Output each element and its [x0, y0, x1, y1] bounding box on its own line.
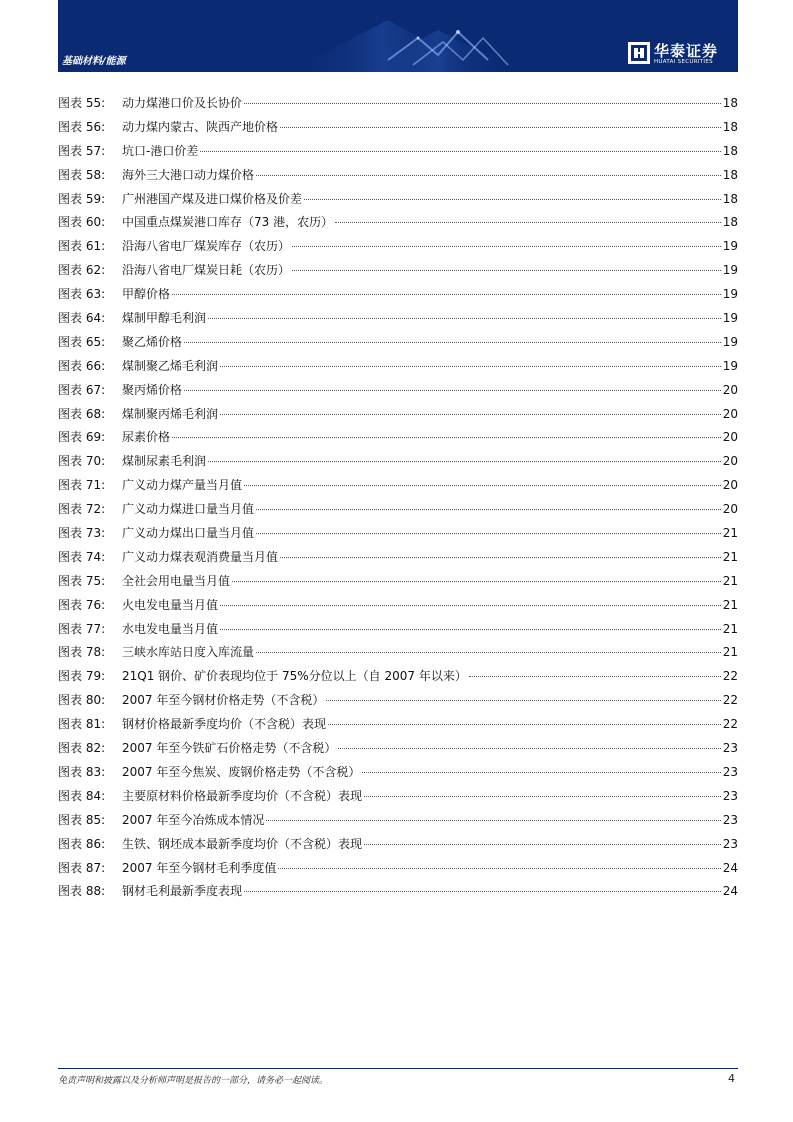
toc-entry-number: 图表 78:	[58, 645, 106, 660]
toc-entry-page: 19	[722, 334, 738, 349]
brand-name-en: HUATAI SECURITIES	[654, 59, 713, 65]
toc-leader-dots	[256, 175, 721, 176]
toc-entry-number: 图表 59:	[58, 191, 106, 206]
toc-entry-title: 广义动力煤产量当月值	[122, 478, 243, 493]
toc-entry-page: 20	[722, 430, 738, 445]
toc-entry-number: 图表 60:	[58, 215, 106, 230]
toc-entry-page: 20	[722, 454, 738, 469]
toc-leader-dots	[292, 270, 721, 271]
toc-entry[interactable]	[58, 689, 738, 713]
toc-entry-number: 图表 76:	[58, 597, 106, 612]
toc-entry-number: 图表 72:	[58, 502, 106, 517]
toc-entry[interactable]	[58, 379, 738, 403]
toc-entry-page: 22	[722, 693, 738, 708]
toc-leader-dots	[172, 294, 721, 295]
toc-entry-number: 图表 75:	[58, 573, 106, 588]
toc-leader-dots	[304, 199, 721, 200]
toc-entry-title: 坑口-港口价差	[122, 143, 199, 158]
toc-entry[interactable]	[58, 403, 738, 427]
toc-entry[interactable]	[58, 665, 738, 689]
footer-divider	[58, 1068, 738, 1069]
toc-entry[interactable]	[58, 259, 738, 283]
toc-entry-title: 沿海八省电厂煤炭日耗（农历）	[122, 263, 291, 278]
toc-entry-number: 图表 82:	[58, 741, 106, 756]
toc-entry-page: 19	[722, 358, 738, 373]
toc-entry-title: 甲醇价格	[122, 287, 171, 302]
toc-entry[interactable]	[58, 450, 738, 474]
toc-entry-title: 动力煤港口价及长协价	[122, 96, 243, 110]
toc-leader-dots	[208, 318, 721, 319]
toc-entry-number: 图表 88:	[58, 884, 106, 899]
toc-leader-dots	[220, 414, 721, 415]
toc-entry-title: 钢材价格最新季度均价（不含税）表现	[122, 717, 327, 732]
toc-entry-title: 全社会用电量当月值	[122, 573, 231, 588]
toc-entry-title: 煤制尿素毛利润	[122, 454, 207, 469]
toc-entry[interactable]	[58, 737, 738, 761]
toc-entry-number: 图表 87:	[58, 860, 106, 875]
toc-entry[interactable]	[58, 283, 738, 307]
toc-entry[interactable]	[58, 116, 738, 140]
toc-entry[interactable]	[58, 426, 738, 450]
toc-entry-page: 18	[722, 96, 738, 110]
toc-entry-number: 图表 86:	[58, 836, 106, 851]
toc-entry-page: 19	[722, 263, 738, 278]
toc-entry[interactable]	[58, 785, 738, 809]
toc-entry-title: 2007 年至今冶炼成本情况	[122, 812, 265, 827]
toc-entry-number: 图表 63:	[58, 287, 106, 302]
toc-entry-title: 21Q1 钢价、矿价表现均位于 75%分位以上（自 2007 年以来）	[122, 669, 467, 684]
toc-entry-page: 21	[722, 573, 738, 588]
toc-entry-title: 广义动力煤进口量当月值	[122, 502, 255, 517]
toc-entry-number: 图表 67:	[58, 382, 106, 397]
toc-entry-page: 19	[722, 287, 738, 302]
toc-leader-dots	[335, 222, 721, 223]
toc-entry[interactable]	[58, 498, 738, 522]
toc-entry-page: 23	[722, 788, 738, 803]
toc-entry-page: 24	[722, 884, 738, 899]
toc-entry-title: 火电发电量当月值	[122, 597, 219, 612]
toc-entry-title: 水电发电量当月值	[122, 621, 219, 636]
toc-leader-dots	[208, 461, 721, 462]
toc-entry[interactable]	[58, 594, 738, 618]
toc-entry[interactable]	[58, 641, 738, 665]
toc-entry[interactable]	[58, 761, 738, 785]
toc-leader-dots	[184, 390, 721, 391]
toc-entry-number: 图表 65:	[58, 334, 106, 349]
toc-entry-title: 聚乙烯价格	[122, 334, 183, 349]
toc-entry-title: 中国重点煤炭港口库存（73 港，农历）	[122, 215, 334, 230]
toc-entry-title: 2007 年至今铁矿石价格走势（不含税）	[122, 741, 337, 756]
toc-entry-title: 钢材毛利最新季度表现	[122, 884, 243, 899]
toc-leader-dots	[364, 844, 721, 845]
toc-entry-page: 20	[722, 382, 738, 397]
toc-entry-number: 图表 57:	[58, 143, 106, 158]
toc-entry-title: 生铁、钢坯成本最新季度均价（不含税）表现	[122, 836, 363, 851]
toc-entry[interactable]	[58, 522, 738, 546]
toc-entry-title: 主要原材料价格最新季度均价（不含税）表现	[122, 788, 363, 803]
toc-entry-page: 18	[722, 191, 738, 206]
toc-leader-dots	[220, 366, 721, 367]
toc-entry[interactable]	[58, 618, 738, 642]
toc-entry-page: 23	[722, 741, 738, 756]
toc-entry[interactable]	[58, 211, 738, 235]
toc-leader-dots	[469, 676, 721, 677]
toc-entry[interactable]	[58, 833, 738, 857]
toc-entry-page: 19	[722, 239, 738, 254]
brand-name-cn: 华泰证券	[654, 42, 719, 60]
toc-leader-dots	[338, 748, 720, 749]
toc-entry-page: 21	[722, 597, 738, 612]
brand-logo-block	[628, 40, 732, 70]
toc-leader-dots	[292, 246, 721, 247]
toc-entry-page: 18	[722, 143, 738, 158]
toc-entry-page: 24	[722, 860, 738, 875]
toc-entry-number: 图表 74:	[58, 549, 106, 564]
toc-leader-dots	[326, 700, 720, 701]
toc-leader-dots	[172, 437, 721, 438]
toc-entry-page: 21	[722, 621, 738, 636]
toc-leader-dots	[364, 796, 721, 797]
toc-entry-title: 煤制聚乙烯毛利润	[122, 358, 219, 373]
toc-entry-page: 21	[722, 549, 738, 564]
toc-entry[interactable]	[58, 235, 738, 259]
toc-entry-title: 动力煤内蒙古、陕西产地价格	[122, 119, 279, 134]
toc-entry[interactable]	[58, 570, 738, 594]
toc-leader-dots	[266, 820, 720, 821]
toc-entry-number: 图表 56:	[58, 119, 106, 134]
toc-entry-page: 20	[722, 478, 738, 493]
toc-entry-number: 图表 68:	[58, 406, 106, 421]
toc-leader-dots	[244, 485, 721, 486]
toc-entry-title: 广义动力煤表观消费量当月值	[122, 549, 279, 564]
toc-entry-page: 21	[722, 526, 738, 541]
toc-leader-dots	[200, 151, 720, 152]
toc-entry[interactable]	[58, 474, 738, 498]
toc-entry-number: 图表 83:	[58, 764, 106, 779]
toc-entry-title: 聚丙烯价格	[122, 382, 183, 397]
toc-leader-dots	[328, 724, 721, 725]
toc-entry[interactable]	[58, 140, 738, 164]
toc-entry-title: 三峡水库站日度入库流量	[122, 645, 255, 660]
report-category: 基础材料/能源	[62, 56, 126, 67]
toc-entry-page: 22	[722, 717, 738, 732]
toc-entry-page: 23	[722, 836, 738, 851]
toc-leader-dots	[362, 772, 720, 773]
toc-leader-dots	[256, 652, 721, 653]
toc-entry-page: 18	[722, 167, 738, 182]
toc-entry[interactable]	[58, 355, 738, 379]
toc-entry-number: 图表 62:	[58, 263, 106, 278]
toc-entry-number: 图表 58:	[58, 167, 106, 182]
toc-leader-dots	[278, 868, 720, 869]
toc-entry[interactable]	[58, 307, 738, 331]
toc-entry-number: 图表 70:	[58, 454, 106, 469]
toc-entry-title: 2007 年至今钢材毛利季度值	[122, 860, 277, 875]
toc-entry[interactable]	[58, 880, 738, 904]
toc-entry-number: 图表 71:	[58, 478, 106, 493]
toc-entry-page: 23	[722, 812, 738, 827]
toc-entry-number: 图表 73:	[58, 526, 106, 541]
figure-index-list	[58, 92, 738, 904]
footer-disclaimer: 免责声明和披露以及分析师声明是报告的一部分，请务必一起阅读。	[58, 1076, 329, 1086]
huatai-logo-icon	[628, 42, 650, 64]
toc-entry[interactable]	[58, 331, 738, 355]
toc-entry-page: 19	[722, 311, 738, 326]
toc-entry[interactable]	[58, 92, 738, 116]
toc-entry-page: 20	[722, 502, 738, 517]
toc-entry[interactable]	[58, 164, 738, 188]
toc-entry-page: 23	[722, 764, 738, 779]
toc-entry-page: 18	[722, 119, 738, 134]
toc-entry-page: 22	[722, 669, 738, 684]
toc-entry-number: 图表 61:	[58, 239, 106, 254]
toc-entry-title: 2007 年至今焦炭、废钢价格走势（不含税）	[122, 764, 361, 779]
toc-leader-dots	[256, 509, 721, 510]
toc-entry-title: 煤制聚丙烯毛利润	[122, 406, 219, 421]
toc-entry-number: 图表 66:	[58, 358, 106, 373]
toc-entry[interactable]	[58, 546, 738, 570]
toc-entry[interactable]	[58, 188, 738, 212]
toc-entry[interactable]	[58, 713, 738, 737]
toc-entry-title: 尿素价格	[122, 430, 171, 445]
toc-entry-title: 广义动力煤出口量当月值	[122, 526, 255, 541]
toc-entry-number: 图表 81:	[58, 717, 106, 732]
toc-leader-dots	[244, 103, 721, 104]
toc-leader-dots	[220, 629, 721, 630]
toc-entry-number: 图表 77:	[58, 621, 106, 636]
toc-entry-number: 图表 79:	[58, 669, 106, 684]
toc-entry-number: 图表 55:	[58, 96, 106, 110]
toc-entry-number: 图表 80:	[58, 693, 106, 708]
toc-entry-number: 图表 85:	[58, 812, 106, 827]
toc-entry-number: 图表 64:	[58, 311, 106, 326]
page-header	[58, 0, 738, 72]
page-number: 4	[728, 1072, 735, 1085]
toc-entry-title: 广州港国产煤及进口煤价格及价差	[122, 191, 303, 206]
toc-leader-dots	[184, 342, 721, 343]
toc-entry-number: 图表 69:	[58, 430, 106, 445]
toc-entry-page: 21	[722, 645, 738, 660]
toc-leader-dots	[280, 557, 721, 558]
toc-entry[interactable]	[58, 809, 738, 833]
toc-entry-page: 18	[722, 215, 738, 230]
toc-leader-dots	[256, 533, 721, 534]
toc-leader-dots	[220, 605, 721, 606]
toc-leader-dots	[232, 581, 721, 582]
toc-leader-dots	[244, 891, 721, 892]
toc-entry-number: 图表 84:	[58, 788, 106, 803]
toc-entry-page: 20	[722, 406, 738, 421]
toc-leader-dots	[280, 127, 721, 128]
toc-entry-title: 2007 年至今钢材价格走势（不含税）	[122, 693, 325, 708]
toc-entry[interactable]	[58, 857, 738, 881]
toc-entry-title: 煤制甲醇毛利润	[122, 311, 207, 326]
toc-entry-title: 海外三大港口动力煤价格	[122, 167, 255, 182]
toc-entry-title: 沿海八省电厂煤炭库存（农历）	[122, 239, 291, 254]
